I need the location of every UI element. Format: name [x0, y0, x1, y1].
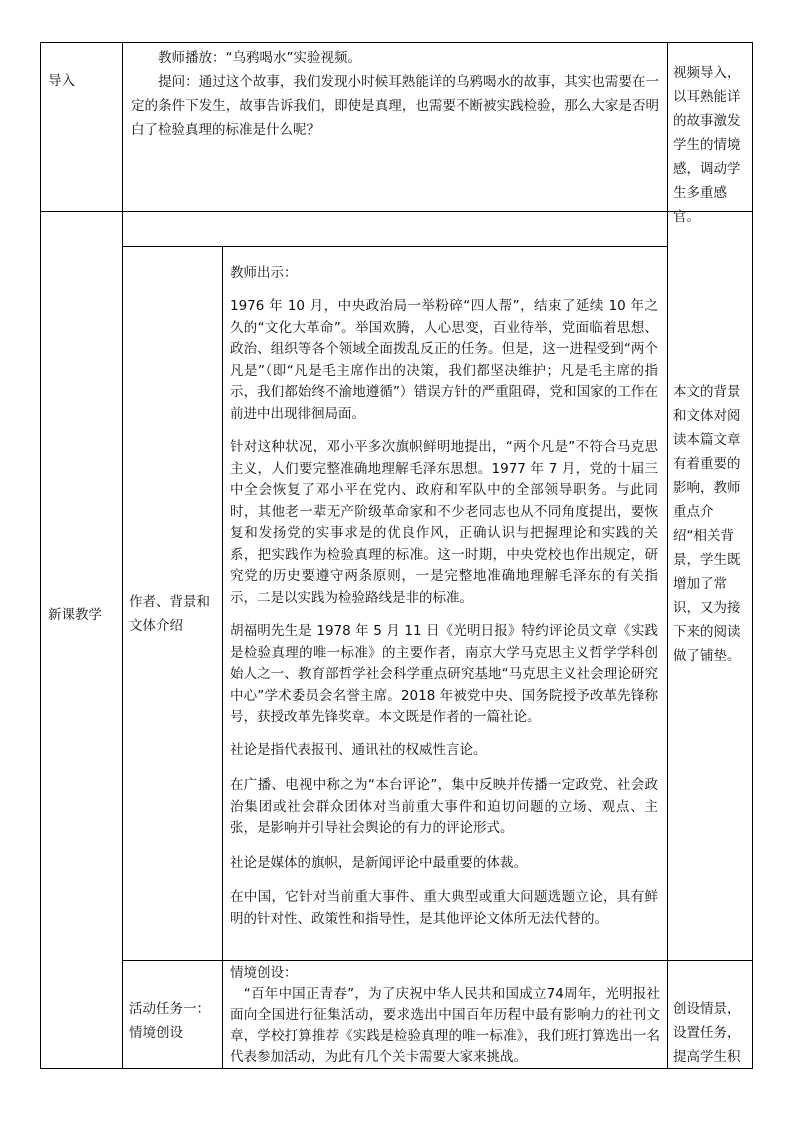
row-divider-sub [122, 960, 753, 961]
para-china-editorial: 在中国，它针对当前重大事件、重大典型或重大问题选题立论，具有鲜明的针对性、政策性和指导性，是其他评论文体所无法代替的。 [230, 889, 658, 927]
row-label-new-lesson: 新课教学 [48, 607, 102, 623]
table-right-border [752, 42, 753, 1069]
table-top-border [40, 42, 753, 43]
para-editorial-def: 社论是指代表报刊、通讯社的权威性言论。 [230, 742, 487, 758]
col-divider-3 [667, 42, 668, 1069]
sub-label-background: 作者、背景和文体介绍 [129, 594, 210, 634]
para-author-intro: 胡福明先生是 1978 年 5 月 11 日《光明日报》特约评论员文章《实践是检验真理的唯一标准》的主要作者，南京大学马克思主义哲学学科创始人之一、教育部哲学社会科学重点研究基地“马克思主义社会理论研究中心”学术委员会名誉主席。2018 年被党中央、国务院授予改革先锋称号，获授改革先锋奖章。本文既是作者的一篇社论。 [230, 623, 658, 725]
para-history-1976: 1976 年 10 月，中央政治局一举粉碎“四人帮”，结束了延续 10 年之久的“文化大革命”。举国欢腾，人心思变，百业待举，党面临着思想、政治、组织等各个领域全面拨乱反正的任务。但是，这一进程受到“两个凡是”（即“凡是毛主席作出的决策，我们都坚决维护；凡是毛主席的指示，我们都始终不渝地遵循”）错误方针的严重阻碍，党和国家的工作在前进中出现徘徊局面。 [230, 298, 658, 422]
intro-line-question: 提问：通过这个故事，我们发现小时候耳熟能详的乌鸦喝水的故事，其实也需要在一定的条件下发生，故事告诉我们，即使是真理，也需要不断被实践检验，那么大家是否明白了检验真理的标准是什么呢？ [131, 74, 659, 138]
scenario-description: “百年中国正青春”，为了庆祝中华人民共和国成立74周年，光明报社面向全国进行征集活动，要求选出中国百年历程中最有影响力的社刊文章，学校打算推荐《实践是检验真理的唯一标准》，我们班打算选出一名代表参加活动，为此有几个关卡需要大家来挑战。 [230, 986, 660, 1065]
intro-content [131, 46, 659, 142]
task-one-design-note: 创设情景，设置任务，提高学生积 [673, 1001, 741, 1065]
background-design-note: 本文的背景和文体对阅读本篇文章有着重要的影响，教师重点介绍“相关背景，学生既增加了常识，又为接下来的阅读做了铺垫。 [673, 384, 741, 664]
table-left-border [40, 42, 41, 1069]
sub-label-task-one: 活动任务一：情境创设 [129, 1001, 210, 1041]
row-label-intro: 导入 [48, 73, 75, 89]
intro-design-note: 视频导入，以耳熟能详的故事激发学生的情境感，调动学生多重感官。 [673, 65, 741, 225]
col-divider-2 [222, 246, 223, 1069]
intro-line-video: 教师播放：“乌鸦喝水”实验视频。 [131, 50, 361, 66]
para-broadcast: 在广播、电视中称之为“本台评论”，集中反映并传播一定政党、社会政治集团或社会群众团体对当前重大事件和迫切问题的立场、观点、主张，是影响并引导社会舆论的有力的评论形式。 [230, 777, 658, 836]
para-deng-xiaoping: 针对这种状况，邓小平多次旗帜鲜明地提出，“两个凡是”不符合马克思主义，人们要完整准确地理解毛泽东思想。1977 年 7 月，党的十届三中全会恢复了邓小平在党内、政府和军队中的全部领导职务。与此同时，其他老一辈无产阶级革命家和不少老同志也从不同角度提出，要恢复和发扬党的实事求是的优良作风，正确认识与把握理论和实践的关系，把实践作为检验真理的标准。这一时期，中央党校也作出规定，研究党的历史要遵守两条原则，一是完整地准确地理解毛泽东的有关指示，二是以实践为检验路线是非的标准。 [230, 439, 658, 606]
para-editorial-flag: 社论是媒体的旗帜，是新闻评论中最重要的体裁。 [230, 855, 527, 871]
table-bottom-border [40, 1068, 753, 1069]
row-divider-empty [122, 246, 667, 247]
task-one-content [230, 963, 660, 1068]
scenario-title: 情境创设： [230, 965, 298, 981]
col-divider-1 [122, 42, 123, 1069]
teacher-show-label: 教师出示： [230, 265, 298, 281]
row-divider-intro [40, 211, 753, 212]
